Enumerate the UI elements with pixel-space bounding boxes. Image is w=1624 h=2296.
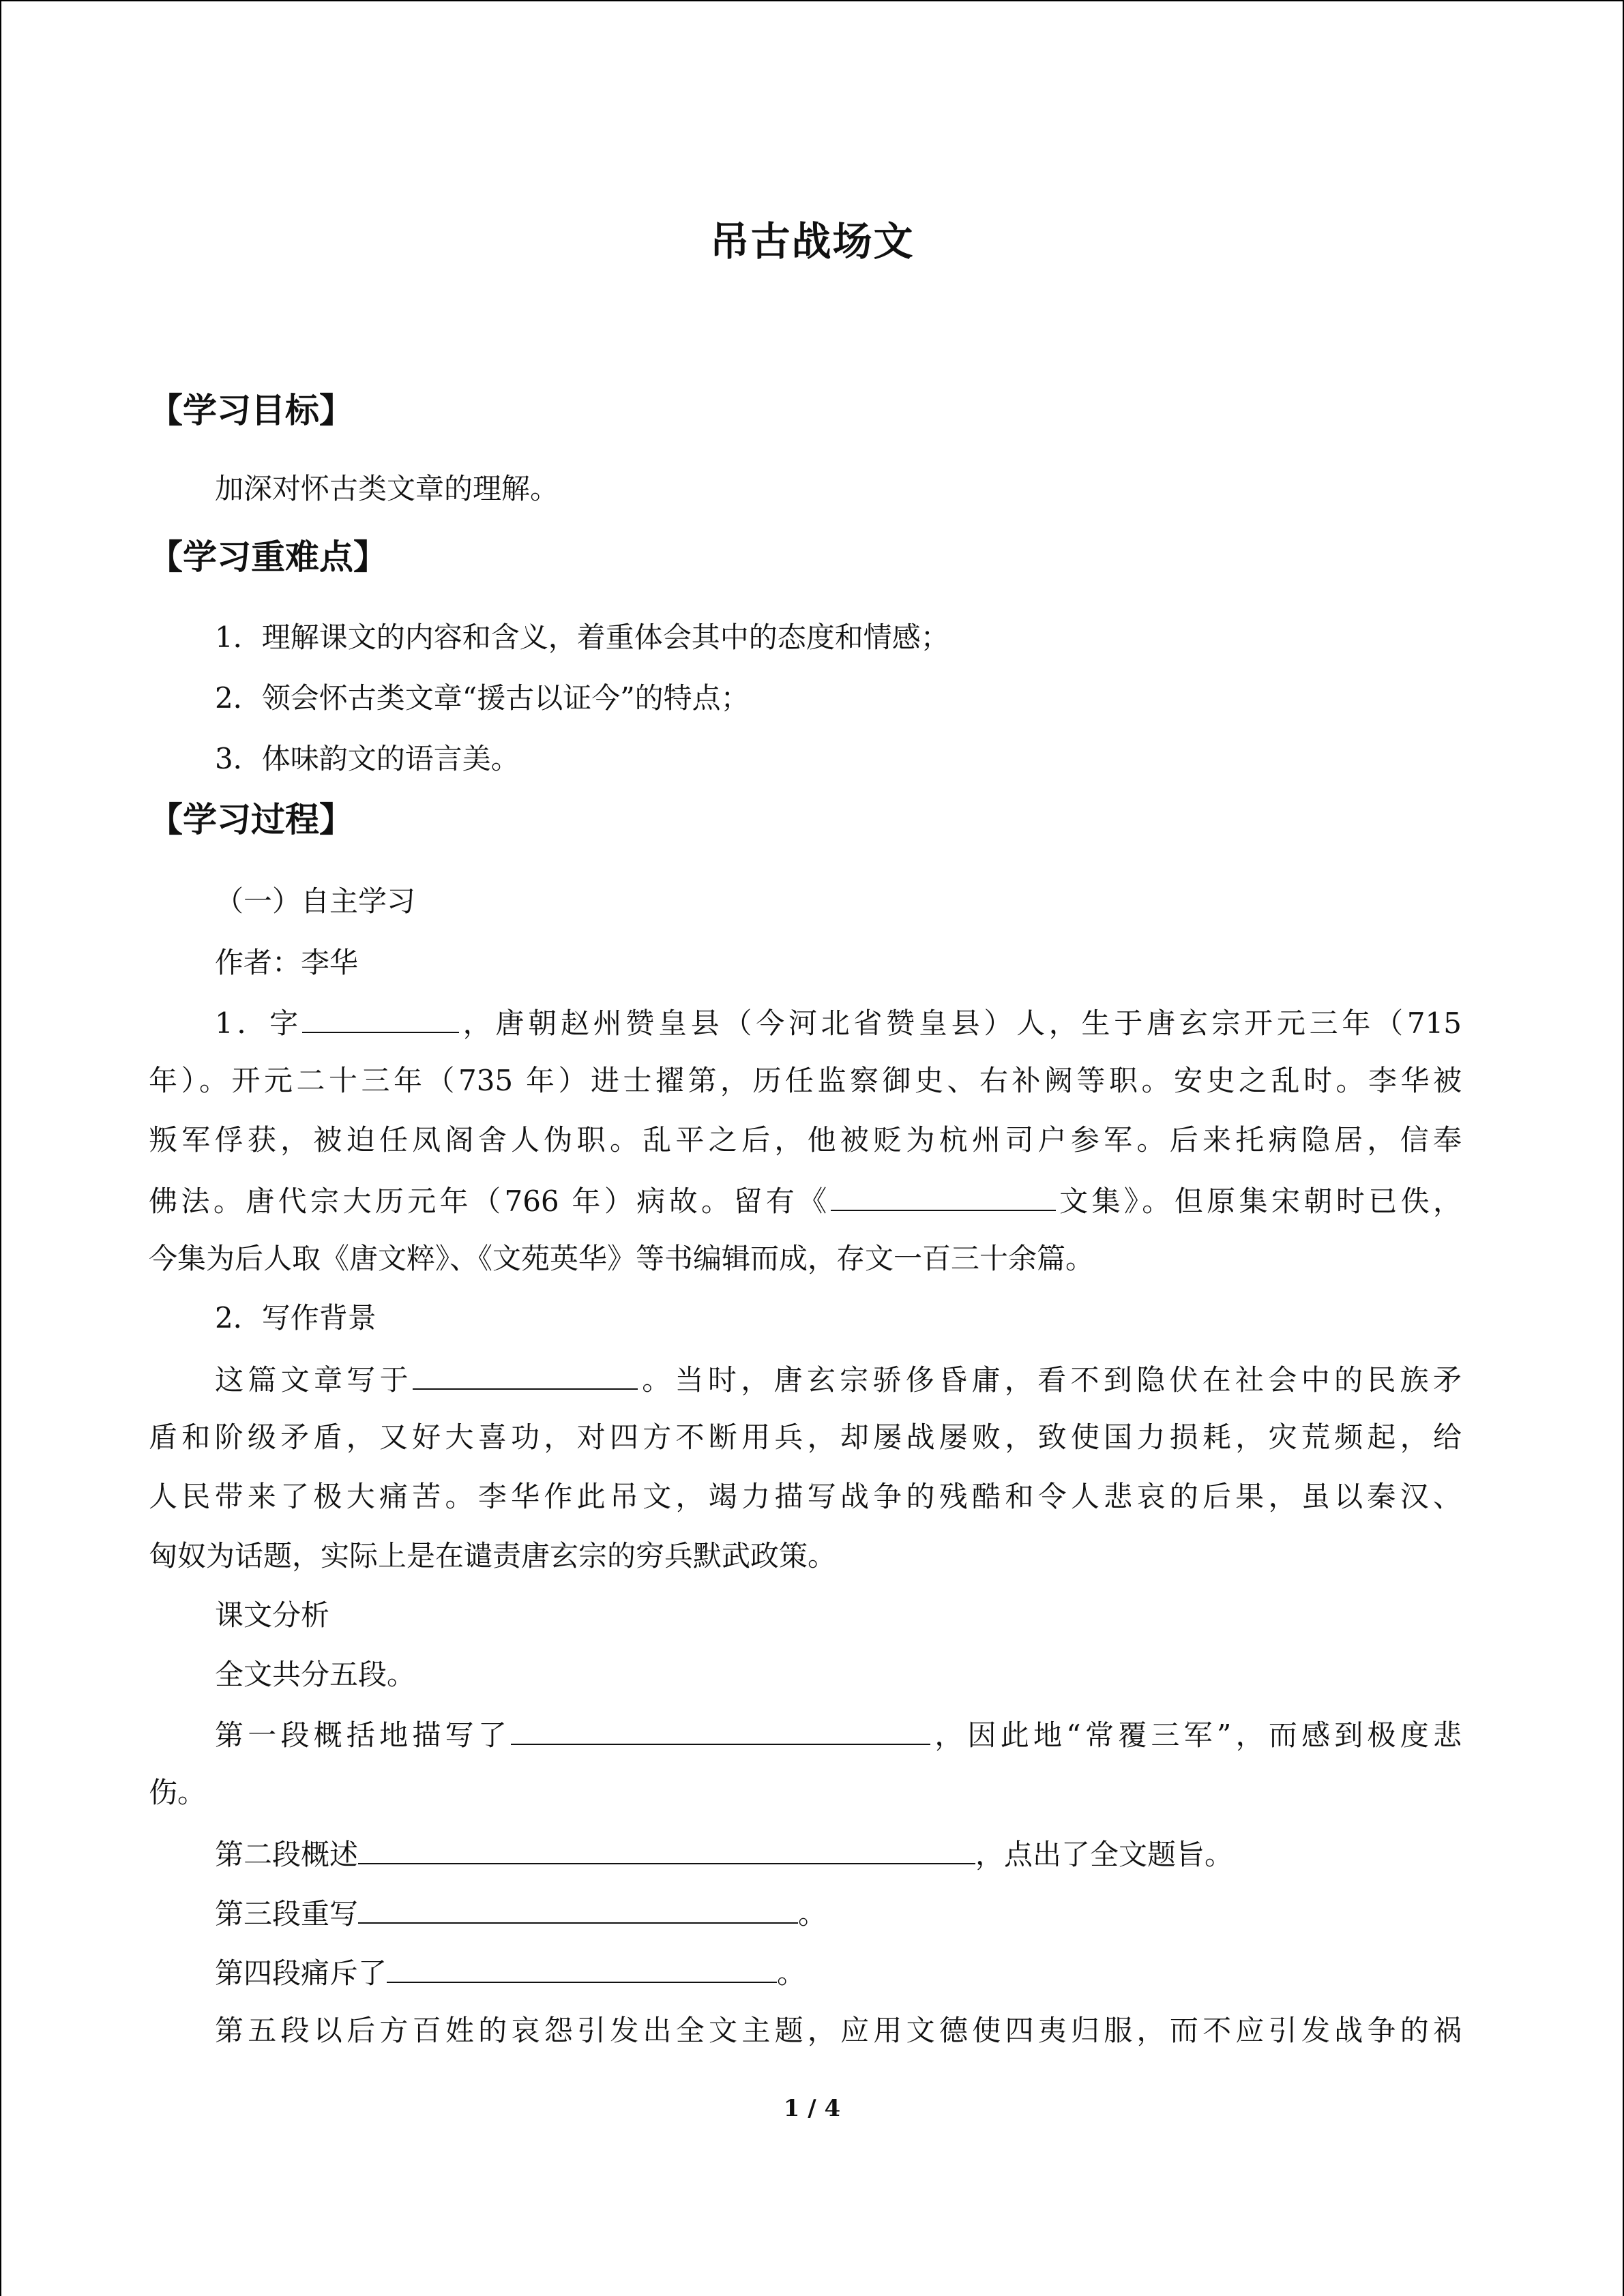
- background-heading: 2．写作背景: [215, 1301, 377, 1335]
- section-1-cont: 伤。: [149, 1776, 207, 1809]
- section-4-start: 第四段痛斥了: [215, 1956, 387, 1990]
- author-line: 作者：李华: [215, 946, 359, 979]
- page-title: 吊古战场文: [709, 218, 915, 265]
- self-study-label: （一）自主学习: [215, 884, 416, 918]
- bio-line-3: 叛军俘获，被迫任凤阁舍人伪职。乱平之后，他被贬为杭州司户参军。后来托病隐居，信奉: [149, 1123, 1462, 1157]
- page-number: 1 / 4: [783, 2095, 841, 2122]
- blank-section-3[interactable]: [358, 1895, 798, 1924]
- bio-line-1-end: ，唐朝赵州赞皇县（今河北省赞皇县）人，生于唐玄宗开元三年（715: [458, 1006, 1462, 1040]
- bio-line-2: 年）。开元二十三年（735 年）进士擢第，历任监察御史、右补阙等职。安史之乱时。李华被: [149, 1064, 1462, 1097]
- section-3-start: 第三段重写: [215, 1896, 359, 1930]
- section-1-line: [215, 1716, 1462, 1753]
- section-5-line: 第五段以后方百姓的哀怨引发出全文主题，应用文德使四夷归服，而不应引发战争的祸: [215, 2014, 1462, 2047]
- bio-line-4-start: 佛法。唐代宗大历元年（766 年）病故。留有《: [149, 1184, 831, 1218]
- analysis-label: 课文分析: [215, 1598, 330, 1632]
- blank-courtesy-name[interactable]: [302, 1004, 459, 1033]
- heading-learning-goals: 【学习目标】: [149, 391, 353, 430]
- section-3-end: 。: [798, 1896, 827, 1930]
- blank-section-2[interactable]: [358, 1836, 975, 1864]
- blank-writing-date[interactable]: [413, 1361, 638, 1390]
- background-line-2: 盾和阶级矛盾，又好大喜功，对四方不断用兵，却屡战屡败，致使国力损耗，灾荒频起，给: [149, 1420, 1462, 1454]
- background-line-1-end: 。当时，唐玄宗骄侈昏庸，看不到隐伏在社会中的民族矛: [637, 1362, 1462, 1397]
- section-4-line: [215, 1954, 1462, 1991]
- section-2-start: 第二段概述: [215, 1837, 359, 1871]
- blank-collection-name[interactable]: [831, 1182, 1056, 1211]
- key-point-1: 1．理解课文的内容和含义，着重体会其中的态度和情感；: [215, 621, 949, 654]
- bio-line-5: 今集为后人取《唐文粹》、《文苑英华》等书编辑而成，存文一百三十余篇。: [149, 1242, 1095, 1275]
- background-line-1-start: 这篇文章写于: [215, 1362, 413, 1397]
- background-line-1: [215, 1361, 1462, 1397]
- background-line-3: 人民带来了极大痛苦。李华作此吊文，竭力描写战争的残酷和令人悲哀的后果，虽以秦汉、: [149, 1480, 1462, 1513]
- section-4-end: 。: [777, 1956, 806, 1990]
- blank-section-4[interactable]: [387, 1954, 777, 1983]
- key-point-3: 3．体味韵文的语言美。: [215, 742, 520, 775]
- heading-key-points: 【学习重难点】: [149, 537, 387, 577]
- section-3-line: [215, 1895, 1462, 1931]
- section-1-start: 第一段概括地描写了: [215, 1718, 512, 1752]
- heading-learning-process: 【学习过程】: [149, 800, 353, 839]
- key-point-2: 2．领会怀古类文章“援古以证今”的特点；: [215, 681, 750, 715]
- bio-line-4: [149, 1182, 1462, 1219]
- blank-section-1[interactable]: [511, 1716, 930, 1745]
- bio-line-4-end: 文集》。但原集宋朝时已佚，: [1055, 1184, 1462, 1218]
- bio-line-1-start: 1．字: [215, 1006, 302, 1040]
- goal-text: 加深对怀古类文章的理解。: [215, 472, 559, 505]
- background-line-4: 匈奴为话题，实际上是在谴责唐玄宗的穷兵默武政策。: [149, 1539, 837, 1572]
- five-parts-line: 全文共分五段。: [215, 1658, 416, 1691]
- section-2-line: [215, 1836, 1462, 1872]
- bio-line-1: [215, 1004, 1462, 1041]
- section-2-end: ，点出了全文题旨。: [975, 1837, 1234, 1871]
- section-1-end: ，因此地“常覆三军”，而感到极度悲: [930, 1718, 1462, 1752]
